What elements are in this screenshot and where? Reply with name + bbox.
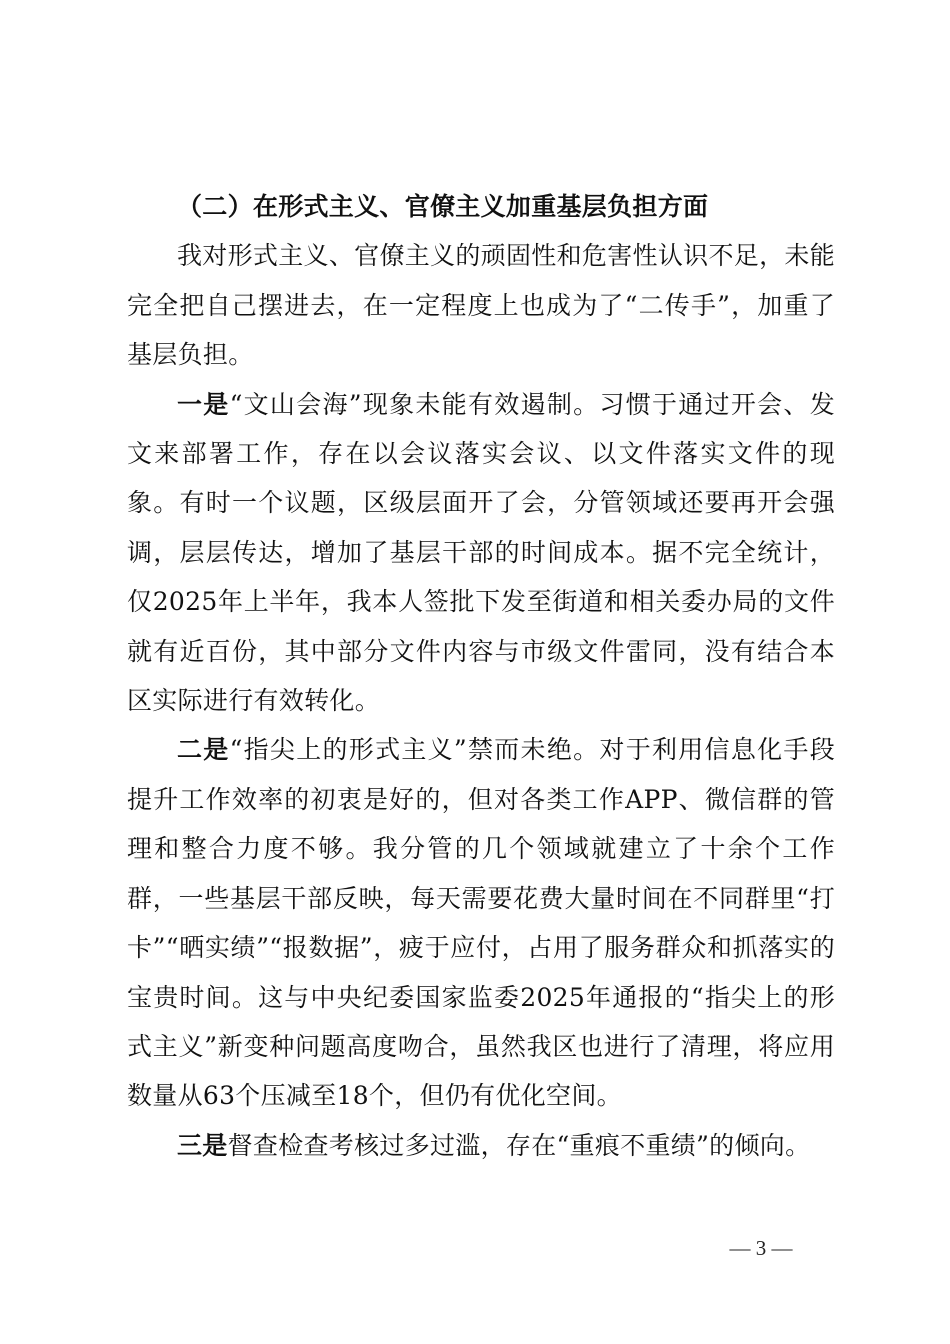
point-text-3: 督查检查考核过多过滥，存在“重痕不重绩”的倾向。	[227, 1130, 811, 1160]
page-number: — 3 —	[729, 1236, 793, 1260]
document-body	[127, 182, 835, 1170]
section-heading: （二）在形式主义、官僚主义加重基层负担方面	[177, 192, 709, 221]
point-text-1: “文山会海”现象未能有效遏制。习惯于通过开会、发文来部署工作，存在以会议落实会议、以文件落实文件的现象。有时一个议题，区级层面开了会，分管领域还要再开会强调，层层传达，增加了基层干部的时间成本。据不完全统计，仅2025年上半年，我本人签批下发至街道和相关委办局的文件就有近百份，其中部分文件内容与市级文件雷同，没有结合本区实际进行有效转化。	[127, 389, 835, 716]
point-paragraph-3	[127, 1121, 835, 1170]
point-lead-3: 三是	[177, 1130, 228, 1160]
intro-paragraph: 我对形式主义、官僚主义的顽固性和危害性认识不足，未能完全把自己摆进去，在一定程度上也成为了“二传手”，加重了基层负担。	[127, 241, 835, 370]
point-paragraph-2	[127, 725, 835, 1120]
point-lead-2: 二是	[177, 735, 230, 765]
point-paragraph-1	[127, 380, 835, 726]
point-text-2: “指尖上的形式主义”禁而未绝。对于利用信息化手段提升工作效率的初衷是好的，但对各类工作APP、微信群的管理和整合力度不够。我分管的几个领域就建立了十余个工作群，一些基层干部反映，每天需要花费大量时间在不同群里“打卡”“晒实绩”“报数据”，疲于应付，占用了服务群众和抓落实的宝贵时间。这与中央纪委国家监委2025年通报的“指尖上的形式主义”新变种问题高度吻合，虽然我区也进行了清理，将应用数量从63个压减至18个，但仍有优化空间。	[127, 735, 835, 1111]
point-lead-1: 一是	[177, 389, 230, 419]
